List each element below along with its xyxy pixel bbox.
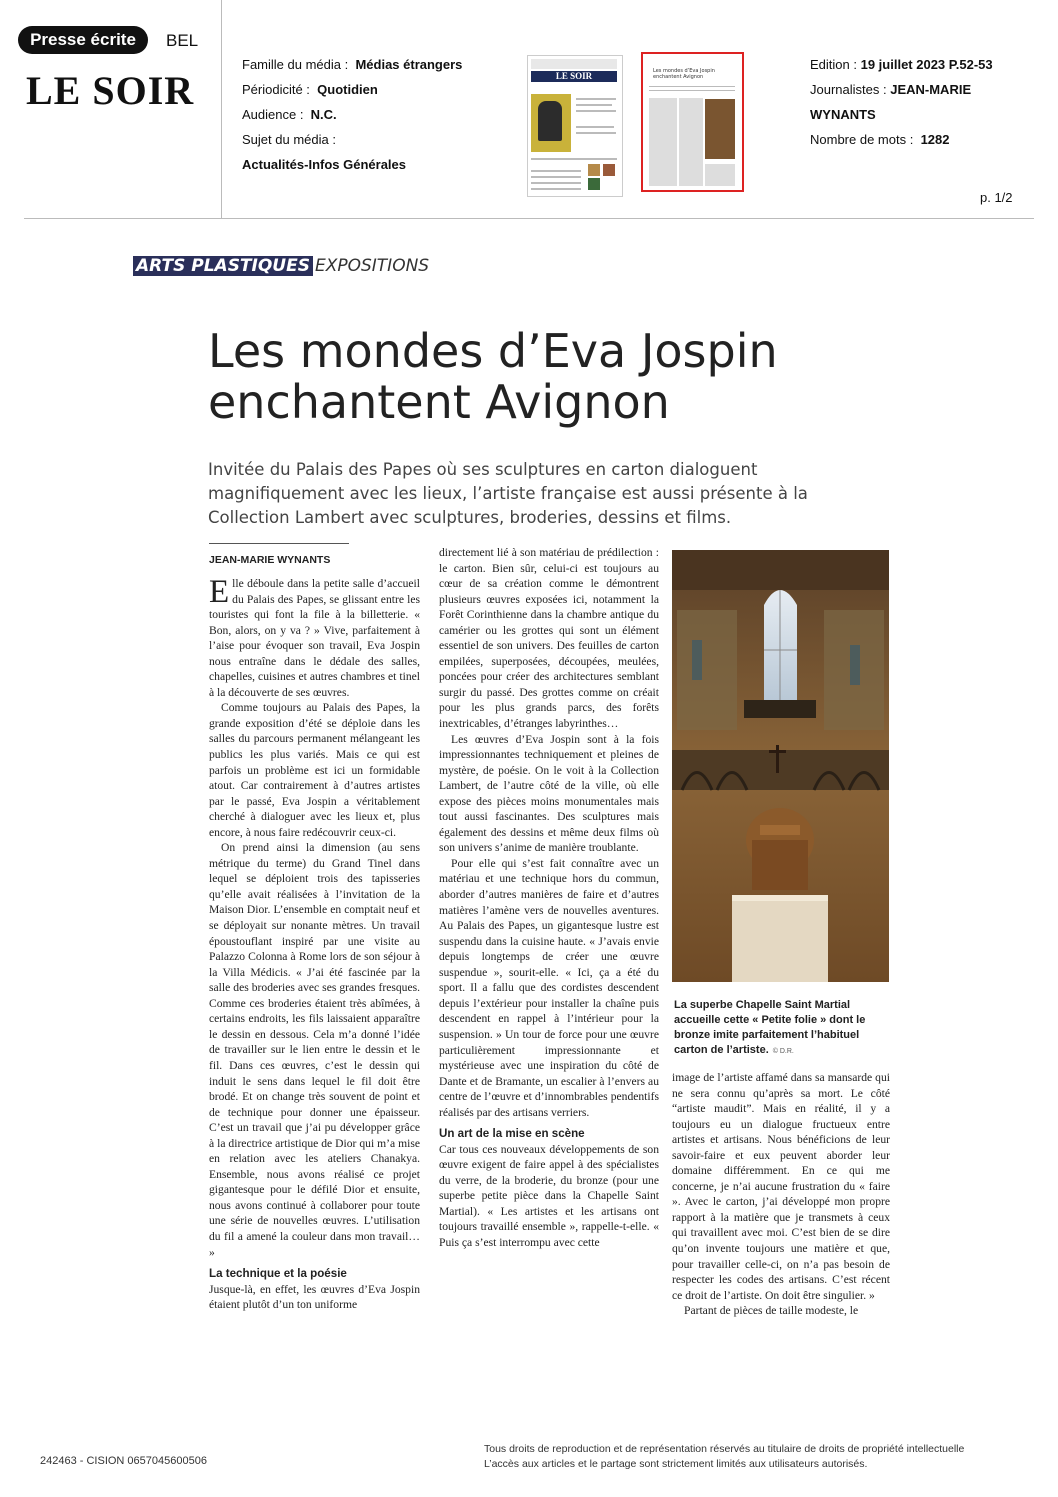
section-rubric [133,256,429,276]
photo-caption: La superbe Chapelle Saint Martial accueille cette « Petite folie » dont le bronze imite parfaitement l’habituel carton de l’artiste. © D.R. [674,999,866,1056]
country-code: BEL [166,31,199,50]
paragraph: Comme toujours au Palais des Papes, la grande exposition d’été se déploie dans les salles du parcours permanent mélangeant les publics les plus variés. Mais ce qui est parfois un problème est ici un formidable atout. Car contrairement à d’autres artistes par le passé, Eva Jospin a véritablement cherché à dialoguer avec les lieux et, plus encore, à nous faire redécouvrir ceux-ci. [209,701,420,839]
meta-row: Audience : N.C. [242,107,337,122]
article-column-3 [672,1070,890,1319]
meta-row: Nombre de mots : 1282 [810,132,950,147]
subrubric-label: EXPOSITIONS [314,256,430,276]
article-page-thumbnail [641,52,744,192]
paragraph: image de l’artiste affamé dans sa mansarde qui ne sera connu qu’après sa mort. Le côté “artiste maudit”. Mais en réalité, il y a toujours eu un dialogue fructueux entre artistes et artisans. Nous bénéficions de leur savoir-faire et eux peuvent aborder leur domaine différemment. En ce qui me concerne, je n’ai aucune frustration du « faire ». Avec le carton, j’ai développé mon propre rapport à la matière que je transmets à ceux qui travaillent avec moi. C’est bien de se dire qu’on invente toujours une matière et que, pour travailler celle-ci, on n’a pas besoin de respecter les codes des artisans. C’est récent ce droit de l’artiste. On doit être singulier. » [672,1071,890,1302]
footer-rights-notice: Tous droits de reproduction et de représentation réservés au titulaire de droits de propriété intellectuelle L’accès aux articles et le partage sont strictement limités aux utilisateurs autorisés. [484,1443,965,1470]
meta-row: WYNANTS [810,107,876,122]
paragraph: Elle déboule dans la petite salle d’accueil du Palais des Papes, se glissant entre les touristes qui font la file à la billetterie. « Bon, alors, on y va ? » Vive, parfaitement à l’aise pour évoquer son travail, Eva Jospin nous entraîne dans le dédale des salles, chapelles, cuisines et autres chambres et tinel à la découverte de ses œuvres. [209,574,420,699]
meta-row: Famille du média : Médias étrangers [242,57,463,72]
drop-cap: E [209,574,230,610]
paragraph: Pour elle qui s’est fait connaître avec un matériau et une technique hors du commun, aborder d’autres manières de faire et d’autres matières l’amène vers de nouvelles aventures. Au Palais des Papes, un gigantesque lustre est suspendu dans la cuisine haute. « J’avais envie depuis longtemps de créer une œuvre suspendue », sourit-elle. « Ici, ça a été du sport. Il a fallu que des cordistes descendent depuis l’extérieur pour installer la chaîne puis descendent en rappel à l’intérieur pour la suspension. » Un tour de force pour une œuvre particulièrement impressionnante et mystérieuse avec une inspiration du côté de Dante et de Bramante, un escalier à l’envers au centre de l’œuvre et d’innombrables pendentifs réalisés par des artisans verriers. [439,856,659,1119]
author-byline: JEAN-MARIE WYNANTS [209,554,331,566]
meta-row: Périodicité : Quotidien [242,82,378,97]
paragraph: directement lié à son matériau de prédilection : le carton. Bien sûr, celui-ci est toujours au cœur de sa création comme le démontrent plusieurs œuvres exposées ici, notamment la Forêt Corinthienne dans la chambre antique du camérier ou les grottes qui sont un élément essentiel de son univers. Des feuilles de carton empilées, superposées, découpées, meulées, poncées pour créer des architectures semblant surgir du passé. Des grottes comme on créait pour les plus grands parcs, des forêts inextricables, d’étranges labyrinthes… [439,546,659,731]
page-number: p. 1/2 [980,190,1013,205]
meta-row: Actualités-Infos Générales [242,157,406,172]
header-divider-vertical [221,0,222,218]
paragraph: Partant de pièces de taille modeste, le [684,1304,859,1318]
paragraph: Car tous ces nouveaux développements de son œuvre exigent de faire appel à des spécialistes du verre, de la broderie, du bronze (pour une superbe petite pièce dans la Chapelle Saint Martial). « Les artistes et les artisans ont toujours travaillé ensemble », rappelle-t-elle. « Puis ça s’est interrompu avec cette [439,1142,659,1250]
article-column-1 [209,576,420,1313]
media-type-badge: Presse écrite [18,26,148,54]
photo-credit: © D.R. [772,1048,794,1055]
edition-info [810,52,1040,152]
subheading: Un art de la mise en scène [439,1127,585,1141]
article-title: Les mondes d’Eva Jospin enchantent Avignon [208,324,778,429]
media-info [242,52,532,177]
article-photo-chapel [672,550,889,982]
rubric-label: ARTS PLASTIQUES [133,256,313,276]
subheading: La technique et la poésie [209,1267,347,1281]
author-rule [209,543,349,544]
publication-logo: LE SOIR [26,68,195,113]
meta-row: Edition : 19 juillet 2023 P.52-53 [810,57,993,72]
footer-document-id: 242463 - CISION 0657045600506 [40,1455,207,1467]
thumb-masthead: LE SOIR [531,71,617,82]
thumb-article-title: Les mondes d’Eva Jospin enchantent Avignon [653,68,715,80]
meta-row: Sujet du média : [242,132,336,147]
article-lede: Invitée du Palais des Papes où ses sculptures en carton dialoguent magnifiquement avec les lieux, l’artiste française est aussi présente à la Collection Lambert avec sculptures, broderies, dessins et films. [208,460,808,527]
paragraph: Jusque-là, en effet, les œuvres d’Eva Jospin étaient plutôt d’un ton uniforme [209,1282,420,1312]
front-page-thumbnail [527,55,623,197]
article-column-2 [439,545,659,1251]
paragraph: Les œuvres d’Eva Jospin sont à la fois impressionnantes techniquement et pleines de mystère, de poésie. On le voit à la Collection Lambert, de l’autre côté de la ville, où elle expose des pièces moins monumentales mais tout aussi fascinantes. Des sculptures mais également des dessins et même deux films où son univers s’anime de manière troublante. [439,732,659,855]
header-divider-horizontal [24,218,1034,219]
meta-row: Journalistes : JEAN-MARIE [810,82,972,97]
paragraph: On prend ainsi la dimension (au sens métrique du terme) du Grand Tinel dans lequel se déploient trois des tapisseries qu’elle avait réalisées à l’invitation de la Maison Dior. L’ensemble en comptait neuf et se déployait sur nonante mètres. Un travail époustouflant inspiré par une visite au Palazzo Colonna à Rome lors de son séjour à la Villa Médicis. « J’ai été fascinée par la salle des broderies avec ses grandes fresques. Comme ces broderies étaient très abîmées, à certains endroits, les fils laissaient apparaître le dessin en dessous. Cela m’a donné l’idée de travailler sur le lien entre le dessin et le fil. Dans ces œuvres, c’est le dessin qui induit le sens dans lequel le fil doit être brodé. Et on change très souvent de point et de technique pour donner une épaisseur. C’est un travail que j’ai pu développer grâce à la directrice artistique de Dior qui m’a mise en relation avec les ateliers Chanakya. Ensemble, nous avons réalisé ce projet gigantesque pour le défilé Dior et ensuite, nous avons continué à collaborer pour toute une série de nouvelles œuvres. L’utilisation du fil a amené la couleur dans mon travail… » [209,841,420,1259]
